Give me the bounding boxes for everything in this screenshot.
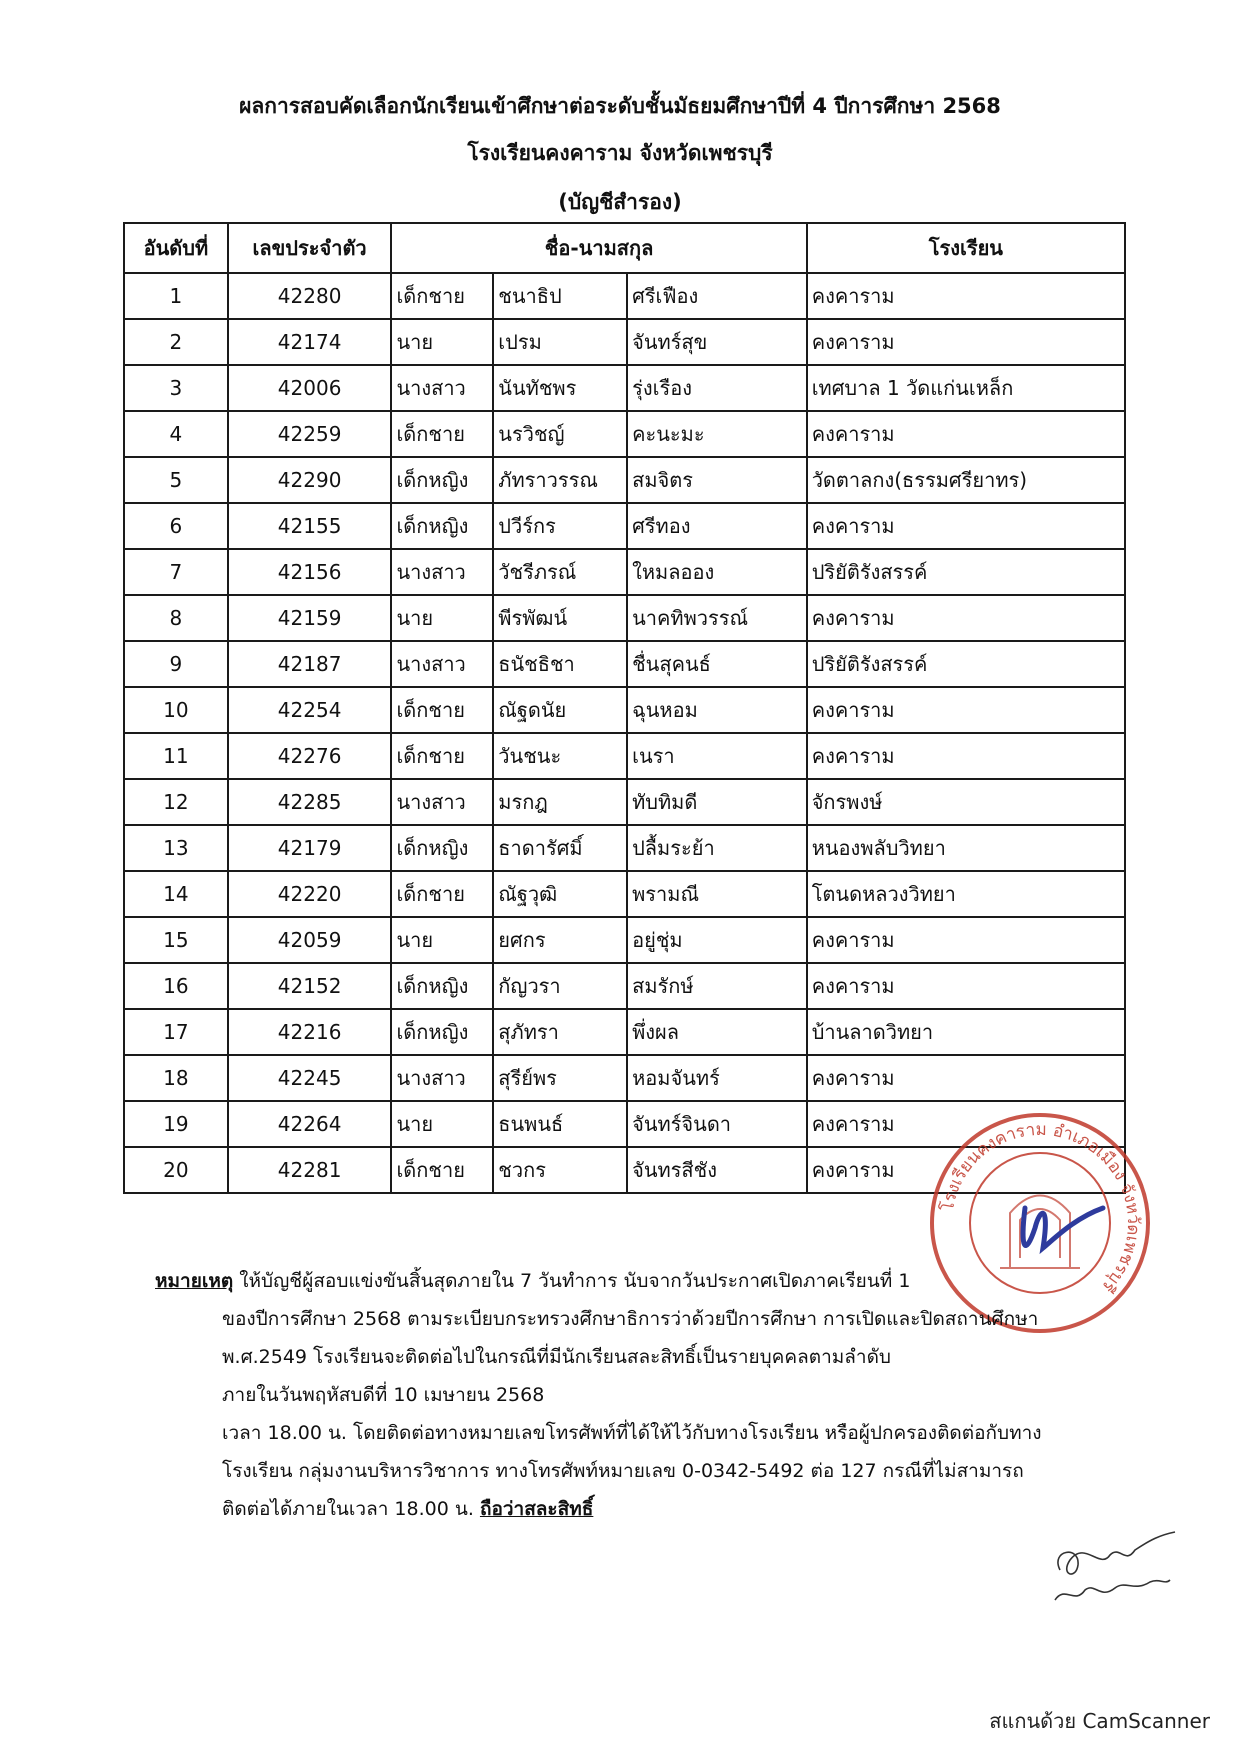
cell-last-name: ศรีทอง — [627, 503, 807, 549]
cell-last-name: พรามณี — [627, 871, 807, 917]
cell-first-name: วัชรีภรณ์ — [493, 549, 627, 595]
cell-last-name: คะนะมะ — [627, 411, 807, 457]
handwritten-initials-signature — [1040, 1530, 1190, 1620]
cell-student-id: 42179 — [228, 825, 392, 871]
table-row — [124, 687, 1125, 733]
column-header-id: เลขประจำตัว — [228, 223, 392, 273]
cell-last-name: ทับทิมดี — [627, 779, 807, 825]
cell-name-prefix: นางสาว — [391, 365, 493, 411]
column-header-name: ชื่อ-นามสกุล — [391, 223, 806, 273]
cell-first-name: กัญวรา — [493, 963, 627, 1009]
cell-last-name: ฉุนหอม — [627, 687, 807, 733]
remark-line-2: ของปีการศึกษา 2568 ตามระเบียบกระทรวงศึกษาธิการว่าด้วยปีการศึกษา การเปิดและปิดสถานศึกษา — [222, 1308, 1039, 1330]
cell-school: คงคาราม — [807, 687, 1125, 733]
cell-school: คงคาราม — [807, 1101, 1125, 1147]
cell-student-id: 42276 — [228, 733, 392, 779]
cell-rank: 20 — [124, 1147, 228, 1193]
cell-last-name: สมจิตร — [627, 457, 807, 503]
cell-last-name: หอมจันทร์ — [627, 1055, 807, 1101]
cell-rank: 19 — [124, 1101, 228, 1147]
cell-name-prefix: นาย — [391, 595, 493, 641]
cell-first-name: ธนัชธิชา — [493, 641, 627, 687]
cell-school: คงคาราม — [807, 733, 1125, 779]
cell-student-id: 42059 — [228, 917, 392, 963]
cell-last-name: จันทร์จินดา — [627, 1101, 807, 1147]
cell-student-id: 42174 — [228, 319, 392, 365]
table-row — [124, 917, 1125, 963]
cell-student-id: 42254 — [228, 687, 392, 733]
cell-school: ปริยัติรังสรรค์ — [807, 641, 1125, 687]
table-row — [124, 825, 1125, 871]
cell-last-name: ปลื้มระย้า — [627, 825, 807, 871]
cell-school: คงคาราม — [807, 411, 1125, 457]
cell-student-id: 42220 — [228, 871, 392, 917]
table-row — [124, 319, 1125, 365]
seal-text: โรงเรียนคงคาราม อำเภอเมือง จังหวัดเพชรบุรี — [937, 1119, 1144, 1297]
cell-student-id: 42155 — [228, 503, 392, 549]
cell-school: คงคาราม — [807, 273, 1125, 319]
cell-student-id: 42281 — [228, 1147, 392, 1193]
cell-first-name: ธาดารัศมิ์ — [493, 825, 627, 871]
cell-name-prefix: เด็กชาย — [391, 273, 493, 319]
remark-line-6: โรงเรียน กลุ่มงานบริหารวิชาการ ทางโทรศัพท์หมายเลข 0-0342-5492 ต่อ 127 กรณีที่ไม่สามารถ — [222, 1460, 1024, 1482]
table-row — [124, 503, 1125, 549]
cell-name-prefix: เด็กหญิง — [391, 503, 493, 549]
remark-text-1: ให้บัญชีผู้สอบแข่งขันสิ้นสุดภายใน 7 วันทำการ นับจากวันประกาศเปิดภาคเรียนที่ 1 — [233, 1270, 911, 1292]
cell-student-id: 42152 — [228, 963, 392, 1009]
table-header-row — [124, 223, 1125, 273]
cell-first-name: ยศกร — [493, 917, 627, 963]
cell-last-name: อยู่ชุ่ม — [627, 917, 807, 963]
remark-line-3: พ.ศ.2549 โรงเรียนจะติดต่อไปในกรณีที่มีนักเรียนสละสิทธิ์เป็นรายบุคคลตามลำดับ — [222, 1346, 891, 1368]
column-header-school: โรงเรียน — [807, 223, 1125, 273]
cell-first-name: นรวิชญ์ — [493, 411, 627, 457]
cell-last-name: รุ่งเรือง — [627, 365, 807, 411]
remark-text-7: ติดต่อได้ภายในเวลา 18.00 น. — [222, 1498, 480, 1520]
cell-name-prefix: เด็กชาย — [391, 411, 493, 457]
cell-last-name: นาคทิพวรรณ์ — [627, 595, 807, 641]
cell-name-prefix: นาย — [391, 1101, 493, 1147]
cell-student-id: 42216 — [228, 1009, 392, 1055]
cell-rank: 6 — [124, 503, 228, 549]
cell-last-name: ศรีเฟือง — [627, 273, 807, 319]
table-row — [124, 963, 1125, 1009]
table-row — [124, 365, 1125, 411]
cell-first-name: วันชนะ — [493, 733, 627, 779]
cell-last-name: จันทรสีชัง — [627, 1147, 807, 1193]
cell-name-prefix: เด็กชาย — [391, 1147, 493, 1193]
column-header-rank: อันดับที่ — [124, 223, 228, 273]
school-name: โรงเรียนคงคาราม จังหวัดเพชรบุรี — [467, 141, 773, 165]
cell-first-name: ชวกร — [493, 1147, 627, 1193]
cell-school: คงคาราม — [807, 503, 1125, 549]
cell-first-name: นันทัชพร — [493, 365, 627, 411]
list-type: (บัญชีสำรอง) — [558, 190, 682, 214]
cell-first-name: ภัทราวรรณ — [493, 457, 627, 503]
table-row — [124, 549, 1125, 595]
cell-rank: 13 — [124, 825, 228, 871]
cell-rank: 18 — [124, 1055, 228, 1101]
cell-name-prefix: เด็กหญิง — [391, 825, 493, 871]
cell-school: วัดตาลกง(ธรรมศรียาทร) — [807, 457, 1125, 503]
cell-name-prefix: นางสาว — [391, 549, 493, 595]
remark-label: หมายเหตุ — [155, 1270, 234, 1292]
cell-rank: 5 — [124, 457, 228, 503]
cell-name-prefix: เด็กชาย — [391, 871, 493, 917]
remark-section — [155, 1262, 1115, 1528]
cell-first-name: ปวีร์กร — [493, 503, 627, 549]
cell-name-prefix: เด็กหญิง — [391, 963, 493, 1009]
cell-first-name: พีรพัฒน์ — [493, 595, 627, 641]
results-table — [123, 222, 1126, 1194]
cell-rank: 9 — [124, 641, 228, 687]
cell-school: โตนดหลวงวิทยา — [807, 871, 1125, 917]
cell-name-prefix: นาย — [391, 319, 493, 365]
cell-rank: 7 — [124, 549, 228, 595]
cell-first-name: ชนาธิป — [493, 273, 627, 319]
cell-rank: 2 — [124, 319, 228, 365]
cell-school: บ้านลาดวิทยา — [807, 1009, 1125, 1055]
cell-student-id: 42156 — [228, 549, 392, 595]
cell-rank: 8 — [124, 595, 228, 641]
cell-first-name: เปรม — [493, 319, 627, 365]
cell-name-prefix: นาย — [391, 917, 493, 963]
cell-last-name: ใหมลออง — [627, 549, 807, 595]
cell-school: คงคาราม — [807, 917, 1125, 963]
remark-line-5: เวลา 18.00 น. โดยติดต่อทางหมายเลขโทรศัพท์ที่ได้ให้ไว้กับทางโรงเรียน หรือผู้ปกครองติดต่อกับทาง — [222, 1422, 1042, 1444]
cell-name-prefix: นางสาว — [391, 779, 493, 825]
cell-name-prefix: เด็กชาย — [391, 733, 493, 779]
cell-student-id: 42280 — [228, 273, 392, 319]
cell-first-name: ธนพนธ์ — [493, 1101, 627, 1147]
cell-student-id: 42006 — [228, 365, 392, 411]
table-row — [124, 273, 1125, 319]
cell-rank: 12 — [124, 779, 228, 825]
cell-name-prefix: นางสาว — [391, 1055, 493, 1101]
cell-student-id: 42187 — [228, 641, 392, 687]
cell-last-name: สมรักษ์ — [627, 963, 807, 1009]
cell-rank: 17 — [124, 1009, 228, 1055]
cell-last-name: พึ่งผล — [627, 1009, 807, 1055]
cell-first-name: ณัฐดนัย — [493, 687, 627, 733]
cell-rank: 1 — [124, 273, 228, 319]
document-title: ผลการสอบคัดเลือกนักเรียนเข้าศึกษาต่อระดับชั้นมัธยมศึกษาปีที่ 4 ปีการศึกษา 2568 — [239, 94, 1001, 118]
table-row — [124, 595, 1125, 641]
table-row — [124, 641, 1125, 687]
cell-student-id: 42264 — [228, 1101, 392, 1147]
cell-name-prefix: เด็กหญิง — [391, 457, 493, 503]
cell-student-id: 42245 — [228, 1055, 392, 1101]
table-row — [124, 733, 1125, 779]
cell-rank: 11 — [124, 733, 228, 779]
table-row — [124, 411, 1125, 457]
cell-student-id: 42285 — [228, 779, 392, 825]
cell-school: เทศบาล 1 วัดแก่นเหล็ก — [807, 365, 1125, 411]
remark-line-1 — [155, 1262, 1115, 1300]
scanner-watermark: สแกนด้วย CamScanner — [989, 1709, 1210, 1733]
cell-name-prefix: นางสาว — [391, 641, 493, 687]
cell-school: คงคาราม — [807, 595, 1125, 641]
cell-last-name: เนรา — [627, 733, 807, 779]
cell-school: คงคาราม — [807, 1147, 1125, 1193]
table-row — [124, 1009, 1125, 1055]
cell-rank: 10 — [124, 687, 228, 733]
cell-school: หนองพลับวิทยา — [807, 825, 1125, 871]
cell-student-id: 42259 — [228, 411, 392, 457]
cell-student-id: 42290 — [228, 457, 392, 503]
cell-school: จักรพงษ์ — [807, 779, 1125, 825]
cell-name-prefix: เด็กชาย — [391, 687, 493, 733]
cell-rank: 14 — [124, 871, 228, 917]
cell-school: ปริยัติรังสรรค์ — [807, 549, 1125, 595]
cell-name-prefix: เด็กหญิง — [391, 1009, 493, 1055]
cell-rank: 16 — [124, 963, 228, 1009]
table-row — [124, 871, 1125, 917]
remark-line-7 — [155, 1490, 1115, 1528]
cell-student-id: 42159 — [228, 595, 392, 641]
cell-first-name: สุภัทรา — [493, 1009, 627, 1055]
forfeit-text: ถือว่าสละสิทธิ์ — [479, 1498, 594, 1520]
table-row — [124, 457, 1125, 503]
cell-school: คงคาราม — [807, 319, 1125, 365]
table-row — [124, 779, 1125, 825]
cell-first-name: สุรีย์พร — [493, 1055, 627, 1101]
cell-first-name: ณัฐวุฒิ — [493, 871, 627, 917]
cell-school: คงคาราม — [807, 963, 1125, 1009]
table-row — [124, 1055, 1125, 1101]
cell-first-name: มรกฎ — [493, 779, 627, 825]
cell-rank: 4 — [124, 411, 228, 457]
cell-rank: 3 — [124, 365, 228, 411]
cell-last-name: จันทร์สุข — [627, 319, 807, 365]
remark-line-4: ภายในวันพฤหัสบดีที่ 10 เมษายน 2568 — [222, 1384, 545, 1406]
cell-school: คงคาราม — [807, 1055, 1125, 1101]
cell-rank: 15 — [124, 917, 228, 963]
cell-last-name: ชื่นสุคนธ์ — [627, 641, 807, 687]
